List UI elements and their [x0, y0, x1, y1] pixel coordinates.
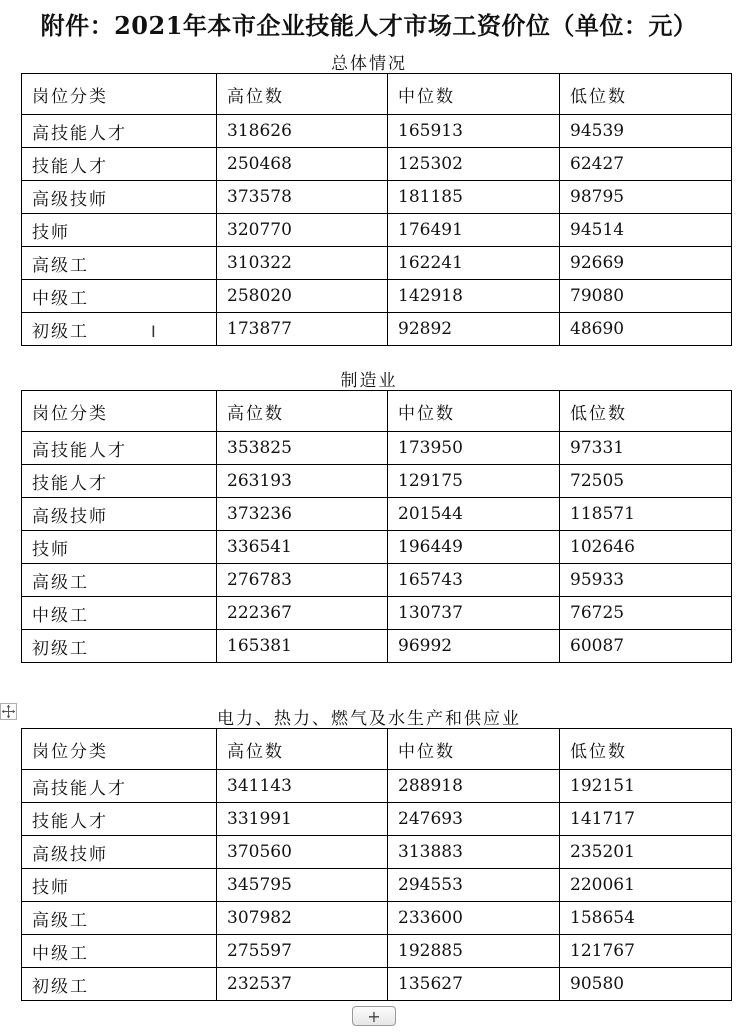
category-cell: 高级工 [22, 902, 217, 935]
wage-value-cell: 102646 [560, 531, 732, 564]
wage-value-cell: 92892 [388, 313, 560, 346]
wage-value-cell: 165381 [217, 630, 388, 663]
table-header-row [22, 729, 732, 770]
wage-value-cell: 129175 [388, 465, 560, 498]
table-row [22, 498, 732, 531]
wage-value-cell: 158654 [560, 902, 732, 935]
column-header: 低位数 [560, 74, 732, 115]
wage-value-cell: 235201 [560, 836, 732, 869]
wage-value-cell: 370560 [217, 836, 388, 869]
column-header: 岗位分类 [22, 729, 217, 770]
wage-value-cell: 142918 [388, 280, 560, 313]
wage-value-cell: 310322 [217, 247, 388, 280]
wage-table-utilities [21, 728, 732, 1001]
category-cell: 技能人才 [22, 148, 217, 181]
table-header-row [22, 74, 732, 115]
category-cell: 中级工 [22, 280, 217, 313]
category-cell: 高级技师 [22, 181, 217, 214]
category-cell: 技能人才 [22, 803, 217, 836]
wage-value-cell: 222367 [217, 597, 388, 630]
wage-value-cell: 201544 [388, 498, 560, 531]
wage-value-cell: 72505 [560, 465, 732, 498]
column-header: 中位数 [388, 74, 560, 115]
wage-value-cell: 162241 [388, 247, 560, 280]
wage-value-cell: 97331 [560, 432, 732, 465]
wage-value-cell: 307982 [217, 902, 388, 935]
table-row [22, 869, 732, 902]
category-cell: 初级工 [22, 968, 217, 1001]
column-header: 低位数 [560, 391, 732, 432]
add-row-button[interactable]: + [352, 1006, 396, 1026]
wage-value-cell: 92669 [560, 247, 732, 280]
wage-value-cell: 341143 [217, 770, 388, 803]
category-cell: 技师 [22, 214, 217, 247]
table-row [22, 531, 732, 564]
wage-value-cell: 258020 [217, 280, 388, 313]
table-row [22, 214, 732, 247]
category-cell: 高级工 [22, 247, 217, 280]
wage-value-cell: 130737 [388, 597, 560, 630]
table-row [22, 803, 732, 836]
table-row [22, 770, 732, 803]
wage-value-cell: 320770 [217, 214, 388, 247]
category-cell: 技能人才 [22, 465, 217, 498]
wage-value-cell: 96992 [388, 630, 560, 663]
wage-value-cell: 250468 [217, 148, 388, 181]
column-header: 高位数 [217, 391, 388, 432]
table-row [22, 597, 732, 630]
column-header: 中位数 [388, 729, 560, 770]
wage-value-cell: 90580 [560, 968, 732, 1001]
category-cell: 技师 [22, 869, 217, 902]
table-row [22, 935, 732, 968]
wage-value-cell: 76725 [560, 597, 732, 630]
wage-value-cell: 353825 [217, 432, 388, 465]
wage-value-cell: 313883 [388, 836, 560, 869]
category-cell: 初级工 [22, 313, 217, 346]
wage-value-cell: 165743 [388, 564, 560, 597]
category-cell: 高技能人才 [22, 432, 217, 465]
table-header-row [22, 391, 732, 432]
text-cursor-icon: I [151, 322, 156, 341]
wage-value-cell: 232537 [217, 968, 388, 1001]
wage-table-overall [21, 73, 732, 346]
table-row [22, 247, 732, 280]
wage-value-cell: 125302 [388, 148, 560, 181]
wage-value-cell: 62427 [560, 148, 732, 181]
column-header: 高位数 [217, 729, 388, 770]
section-caption-overall: 总体情况 [331, 54, 407, 74]
table-row [22, 115, 732, 148]
wage-value-cell: 94514 [560, 214, 732, 247]
wage-value-cell: 331991 [217, 803, 388, 836]
wage-value-cell: 173950 [388, 432, 560, 465]
wage-value-cell: 60087 [560, 630, 732, 663]
table-row [22, 902, 732, 935]
wage-value-cell: 263193 [217, 465, 388, 498]
table-row [22, 148, 732, 181]
table-row [22, 181, 732, 214]
wage-value-cell: 173877 [217, 313, 388, 346]
table-row [22, 465, 732, 498]
wage-value-cell: 79080 [560, 280, 732, 313]
table-row [22, 564, 732, 597]
table-row [22, 836, 732, 869]
wage-value-cell: 294553 [388, 869, 560, 902]
column-header: 高位数 [217, 74, 388, 115]
wage-value-cell: 176491 [388, 214, 560, 247]
wage-value-cell: 94539 [560, 115, 732, 148]
wage-value-cell: 276783 [217, 564, 388, 597]
category-cell: 技师 [22, 531, 217, 564]
wage-value-cell: 118571 [560, 498, 732, 531]
wage-value-cell: 135627 [388, 968, 560, 1001]
wage-value-cell: 121767 [560, 935, 732, 968]
category-cell: 高级技师 [22, 836, 217, 869]
category-cell: 初级工 [22, 630, 217, 663]
wage-value-cell: 275597 [217, 935, 388, 968]
category-cell: 高级技师 [22, 498, 217, 531]
wage-value-cell: 95933 [560, 564, 732, 597]
document-title: 附件：2021年本市企业技能人才市场工资价位（单位：元） [40, 11, 698, 40]
wage-value-cell: 233600 [388, 902, 560, 935]
column-header: 中位数 [388, 391, 560, 432]
table-row [22, 432, 732, 465]
wage-value-cell: 220061 [560, 869, 732, 902]
wage-value-cell: 192151 [560, 770, 732, 803]
table-row [22, 968, 732, 1001]
table-row [22, 313, 732, 346]
column-header: 低位数 [560, 729, 732, 770]
wage-value-cell: 247693 [388, 803, 560, 836]
wage-value-cell: 318626 [217, 115, 388, 148]
column-header: 岗位分类 [22, 74, 217, 115]
category-cell: 中级工 [22, 935, 217, 968]
wage-value-cell: 192885 [388, 935, 560, 968]
category-cell: 高技能人才 [22, 770, 217, 803]
wage-value-cell: 98795 [560, 181, 732, 214]
table-row [22, 280, 732, 313]
wage-value-cell: 288918 [388, 770, 560, 803]
wage-value-cell: 141717 [560, 803, 732, 836]
wage-value-cell: 165913 [388, 115, 560, 148]
wage-value-cell: 196449 [388, 531, 560, 564]
wage-value-cell: 181185 [388, 181, 560, 214]
section-caption-manufacturing: 制造业 [340, 371, 398, 391]
wage-table-manufacturing [21, 390, 732, 663]
wage-value-cell: 345795 [217, 869, 388, 902]
wage-value-cell: 373578 [217, 181, 388, 214]
wage-value-cell: 336541 [217, 531, 388, 564]
wage-value-cell: 48690 [560, 313, 732, 346]
section-caption-utilities: 电力、热力、燃气及水生产和供应业 [217, 709, 521, 729]
table-row [22, 630, 732, 663]
category-cell: 高技能人才 [22, 115, 217, 148]
column-header: 岗位分类 [22, 391, 217, 432]
wage-value-cell: 373236 [217, 498, 388, 531]
category-cell: 高级工 [22, 564, 217, 597]
category-cell: 中级工 [22, 597, 217, 630]
